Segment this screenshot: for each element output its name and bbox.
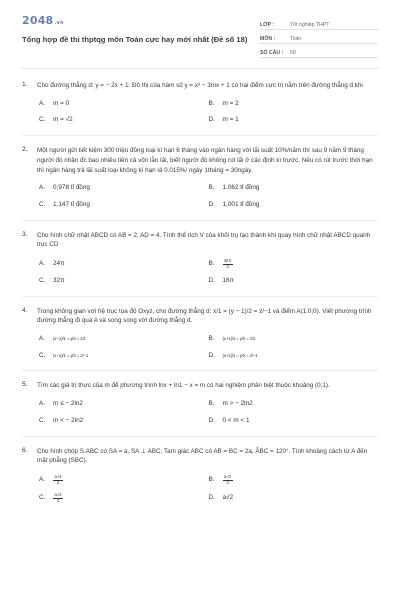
answer-option-b[interactable] [209,335,379,344]
answer-option-b[interactable] [209,100,379,109]
fraction-denominator: 3 [226,263,229,269]
question-6 [22,447,378,504]
question-4 [22,307,378,361]
option-text: 24π [53,259,65,267]
question-text: Trong không gian với hệ trục tọa độ Oxyz, cho đường thẳng d: x/1 = (y − 1)/2 = z/−1 và điểm A(1;0;0). Viết phương trình đường thẳng đi qua A và song song với đường thẳng d. [37,307,372,325]
option-label: C. [39,351,46,359]
option-text: m < − 2ln2 [53,416,84,424]
brand [22,14,250,58]
answer-options [37,400,378,425]
fraction-numerator: a√3 [54,474,62,480]
option-text: 32π [53,277,65,285]
header-divider [22,68,378,69]
option-label: A. [39,400,46,408]
option-label: B. [208,259,215,267]
option-label: B. [208,99,215,107]
answer-options [37,100,378,125]
option-text: m = 1 [222,116,239,124]
answer-option-b[interactable] [209,184,379,193]
option-text: 0 < m < 1 [222,416,250,424]
question-divider [22,436,378,437]
exam-meta [260,16,378,58]
option-label: B. [208,184,215,192]
question-text: Cho đường thẳng d: y = − 2x + 1. Đồ thị của hàm số y = x³ − 3mx + 1 có hai điểm cực trị nằm trên đường thẳng d khi [37,82,363,89]
option-label: D. [208,277,215,285]
fraction-denominator: 4 [56,497,60,503]
answer-options [37,475,378,503]
question-3 [22,231,378,286]
option-text: m = 2 [222,99,239,107]
meta-question-count: SỐ CÂU : 50 [260,44,378,58]
option-label: C. [39,277,46,285]
question-text: Cho hình chóp S.ABC có SA = a, SA ⊥ ABC. Tam giác ABC có AB = BC = 2a, ÂBC = 120°. Tính khoảng cách từ A đến mặt phẳng (SBC). [37,447,368,465]
answer-option-a[interactable] [39,335,209,344]
option-label: A. [39,99,46,107]
question-number: 6. [22,446,28,454]
answer-option-c[interactable] [39,493,209,503]
option-label: D. [208,351,215,359]
answer-option-d[interactable] [209,116,379,125]
option-label: A. [39,335,46,343]
question-number: 5. [22,381,28,389]
answer-option-a[interactable] [39,184,209,193]
option-text: m > − 2ln2 [222,400,253,408]
option-label: D. [208,116,215,124]
question-divider [22,135,378,136]
question-5 [22,381,378,425]
question-number: 2. [22,146,28,154]
fraction-numerator: a√3 [54,492,62,498]
option-text: a√2 [222,493,234,501]
question-divider [22,370,378,371]
answer-option-a[interactable] [39,475,209,485]
question-divider [22,220,378,221]
option-text: m = 0 [53,99,70,107]
option-label: C. [39,416,46,424]
option-text: (x−1)/1 = y/2 = z/1 [53,336,86,342]
question-text: Một người gửi tiết kiệm 300 triệu đồng loại kì hạn 6 tháng vào ngân hàng với lãi suất 10%/năm thì sau 9 năm 9 tháng người đó nhận đc bao nhiêu tiền cả vốn lẫn lãi, biết người đó không rút lãi ở các định kì trước. Nếu có rút trước thời hạn thì ngân hàng trả lãi suất loại không kì hạn là 0.015%/ ngày 1tháng = 30ngày. [37,147,373,174]
answer-option-b[interactable] [209,400,379,409]
question-divider [22,296,378,297]
option-fraction [53,475,63,485]
option-text: 16π [222,277,235,285]
fraction-numerator: 32π [223,258,232,264]
option-fraction [53,493,63,503]
answer-option-a[interactable] [39,100,209,109]
meta-subject: MÔN : Toán [260,30,378,44]
option-label: B. [208,475,215,483]
answer-option-c[interactable] [39,417,209,426]
option-label: C. [39,200,46,208]
option-fraction [223,475,233,485]
question-number: 4. [22,306,28,314]
option-label: D. [208,200,215,208]
answer-option-d[interactable] [209,352,379,361]
option-text: 1,147 tỉ đồng [53,200,90,208]
page-header [22,0,378,58]
answer-option-d[interactable] [209,493,379,503]
option-text: (x+1)/1 = y/2 = z/−1 [222,353,258,359]
option-text: (x+1)/1 = y/2 = z/1 [222,336,256,342]
option-text: 1,062 tỉ đồng [222,184,260,192]
fraction-numerator: a√3 [224,474,231,480]
option-text: (x−1)/1 = y/2 = z/−1 [53,353,89,359]
option-text: m ≤ − 2ln2 [53,400,83,408]
option-label: A. [39,259,46,267]
option-label: B. [208,335,215,343]
option-label: D. [208,493,215,501]
answer-options [37,335,378,360]
question-list [22,81,378,503]
option-label: A. [39,184,46,192]
meta-grade: LỚP : Tốt nghiệp THPT [260,16,378,30]
fraction-denominator: 3 [226,479,229,485]
question-text: Cho hình chữ nhật ABCD có AB = 2, AD = 4. Tính thể tích V của khối trụ tạo thành khi quay hình chữ nhật ABCD quanh trục CD [37,231,371,249]
option-text: 1,001 tỉ đồng [222,200,260,208]
answer-option-c[interactable] [39,201,209,210]
question-number: 1. [22,81,28,88]
answer-option-b[interactable] [209,475,379,485]
option-label: D. [208,416,215,424]
answer-option-d[interactable] [209,201,379,210]
answer-option-c[interactable] [39,352,209,361]
exam-title: Tổng hợp đề thi thptqg môn Toán cực hay mới nhất (Đề số 18) [22,34,248,44]
option-text: m = √2 [53,116,73,124]
answer-option-d[interactable] [209,417,379,426]
question-number: 3. [22,230,28,238]
option-text: 0,978 tỉ đồng [53,184,90,192]
fraction-denominator: 2 [56,479,60,485]
question-text: Tìm các giá trị thực của m để phương trình lnx + ln1 − x = m có hai nghiệm phân biệt thuộc khoảng (0;1). [37,382,330,390]
answer-option-c[interactable] [39,116,209,125]
question-2 [22,146,378,210]
answer-option-c[interactable] [39,277,209,286]
option-label: C. [39,493,46,501]
option-label: B. [208,400,215,408]
site-logo[interactable]: 2048.vn [22,14,64,27]
answer-option-b[interactable] [209,259,379,269]
option-label: A. [39,475,46,483]
answer-option-d[interactable] [209,277,379,286]
answer-options [37,259,378,286]
option-label: C. [39,116,46,124]
question-1 [22,81,378,125]
answer-options [37,184,378,209]
option-fraction [223,259,233,269]
answer-option-a[interactable] [39,259,209,269]
answer-option-a[interactable] [39,400,209,409]
